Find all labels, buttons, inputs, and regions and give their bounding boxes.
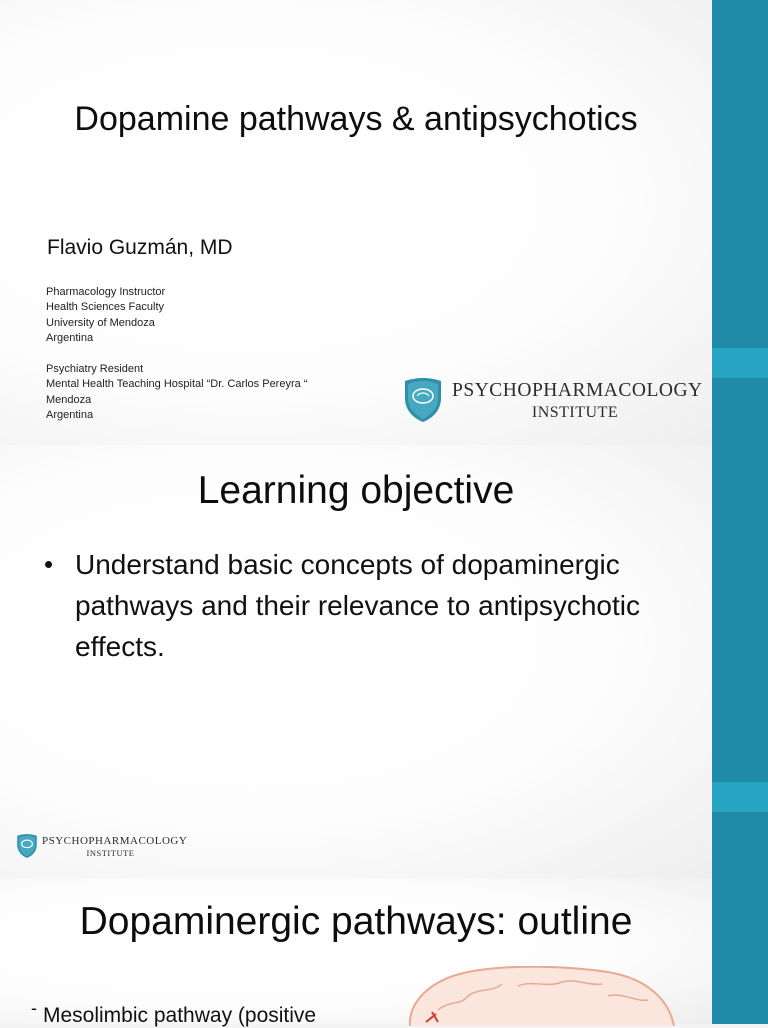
affiliation-line: University of Mendoza <box>46 316 155 329</box>
shield-brain-icon <box>16 833 38 859</box>
affiliation-line: Argentina <box>46 331 94 344</box>
accent-bar-band <box>712 348 768 378</box>
bullet-dot: • <box>44 549 54 579</box>
slide-3-title: Dopaminergic pathways: outline <box>79 900 633 943</box>
author-name: Flavio Guzmán, MD <box>47 236 233 259</box>
item-marker: - <box>31 998 37 1018</box>
item-text: Mesolimbic pathway (positive <box>43 1004 317 1027</box>
accent-bar-band <box>712 782 768 812</box>
affiliation-line: Psychiatry Resident <box>46 363 144 375</box>
accent-bar-segment <box>712 0 768 348</box>
bullet-text: Understand basic concepts of dopaminergic pathways and their relevance to antipsychotic effects. <box>75 549 640 662</box>
affiliation-line: Mendoza <box>46 393 92 406</box>
shield-brain-icon <box>403 376 443 424</box>
affiliation-line: Health Sciences Faculty <box>46 301 164 314</box>
slide-1-title: Dopamine pathways & antipsychotics <box>74 100 638 138</box>
affiliation-block-1 <box>46 285 165 346</box>
slide-1 <box>0 0 712 445</box>
affiliation-line: Pharmacology Instructor <box>46 286 166 298</box>
affiliation-line: Argentina <box>46 408 94 421</box>
accent-bar-segment <box>712 812 768 1024</box>
brain-illustration <box>398 966 678 1026</box>
outline-item <box>31 998 317 1028</box>
logo-text-sub: INSTITUTE <box>531 404 619 421</box>
affiliation-block-2 <box>46 362 307 423</box>
accent-bar-segment <box>712 378 768 782</box>
logo-text-main: PSYCHOPHARMACOLOGY <box>42 835 188 847</box>
affiliation-line: Mental Health Teaching Hospital “Dr. Carlos Pereyra “ <box>46 378 308 391</box>
slide-2-title: Learning objective <box>197 469 515 512</box>
logo-text-sub: INSTITUTE <box>86 848 135 858</box>
logo-text-main: PSYCHOPHARMACOLOGY <box>452 380 703 401</box>
accent-sidebar <box>712 0 768 1024</box>
